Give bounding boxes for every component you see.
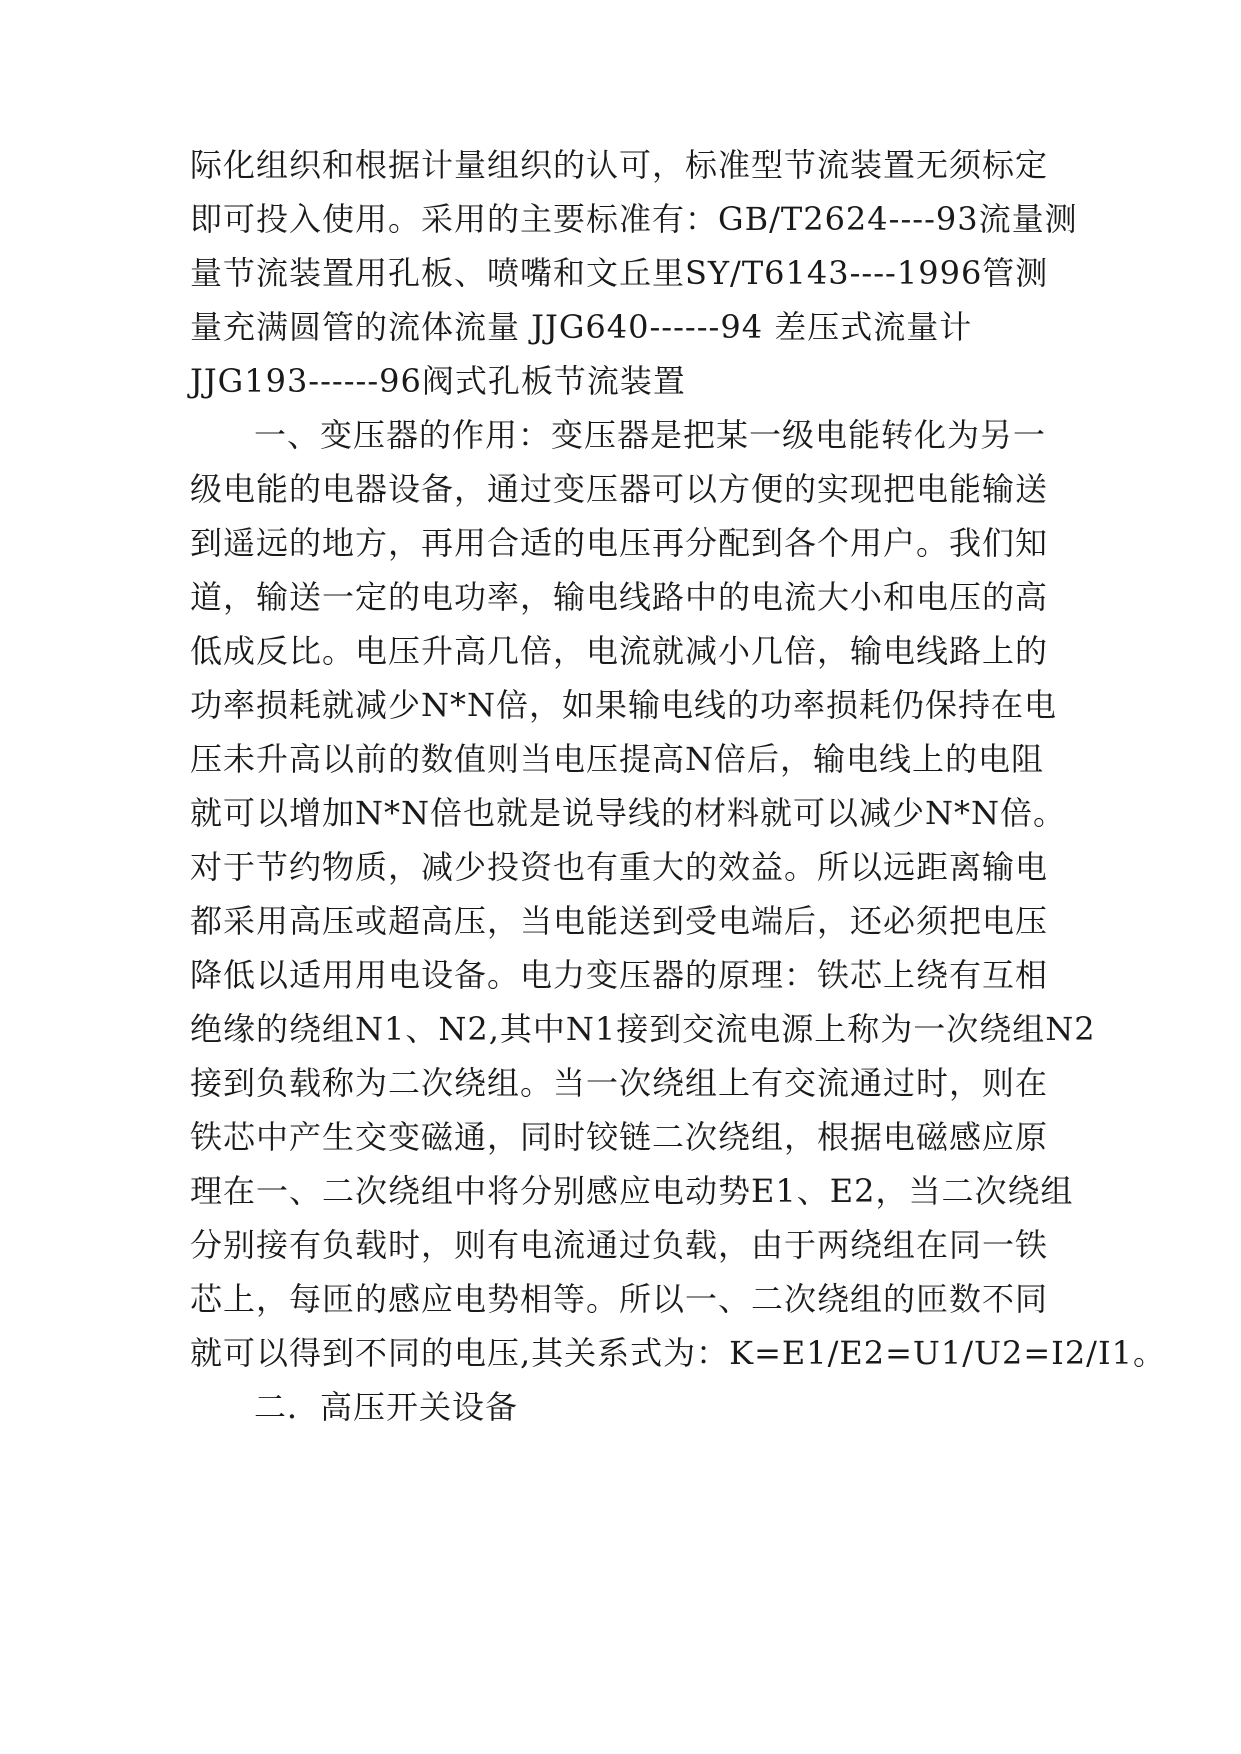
- section-one-heading-line: 一、变压器的作用：变压器是把某一级电能转化为另一: [254, 416, 1047, 454]
- text-line-19: 铁芯中产生交变磁通，同时铰链二次绕组，根据电磁感应原: [190, 1118, 1049, 1156]
- text-line-11: 功率损耗就减少N*N倍，如果输电线的功率损耗仍保持在电: [190, 686, 1058, 724]
- text-line-9: 道，输送一定的电功率，输电线路中的电流大小和电压的高: [190, 578, 1049, 616]
- text-line-20: 理在一、二次绕组中将分别感应电动势E1、E2，当二次绕组: [190, 1172, 1074, 1210]
- text-line-7: 级电能的电器设备，通过变压器可以方便的实现把电能输送: [190, 470, 1049, 508]
- text-line-15: 都采用高压或超高压，当电能送到受电端后，还必须把电压: [190, 902, 1049, 940]
- text-line-23: 就可以得到不同的电压,其关系式为：K=E1/E2=U1/U2=I2/I1。: [190, 1334, 1166, 1372]
- text-line-2: 即可投入使用。采用的主要标准有：GB/T2624----93流量测: [190, 200, 1078, 238]
- text-line-17: 绝缘的绕组N1、N2,其中N1接到交流电源上称为一次绕组N2: [190, 1010, 1096, 1048]
- text-line-21: 分别接有负载时，则有电流通过负载，由于两绕组在同一铁: [190, 1226, 1049, 1264]
- section-two-heading: 二．高压开关设备: [254, 1388, 519, 1426]
- text-line-8: 到遥远的地方，再用合适的电压再分配到各个用户。我们知: [190, 524, 1049, 562]
- text-line-13: 就可以增加N*N倍也就是说导线的材料就可以减少N*N倍。: [190, 794, 1067, 832]
- text-line-22: 芯上，每匝的感应电势相等。所以一、二次绕组的匝数不同: [190, 1280, 1049, 1318]
- text-line-1: 际化组织和根据计量组织的认可，标准型节流装置无须标定: [190, 146, 1049, 184]
- text-line-16: 降低以适用用电设备。电力变压器的原理：铁芯上绕有互相: [190, 956, 1049, 994]
- text-line-5: JJG193------96阀式孔板节流装置: [190, 362, 686, 400]
- text-line-10: 低成反比。电压升高几倍，电流就减小几倍，输电线路上的: [190, 632, 1049, 670]
- text-line-12: 压未升高以前的数值则当电压提高N倍后，输电线上的电阻: [190, 740, 1045, 778]
- text-line-3: 量节流装置用孔板、喷嘴和文丘里SY/T6143----1996管测: [190, 254, 1049, 292]
- text-line-18: 接到负载称为二次绕组。当一次绕组上有交流通过时，则在: [190, 1064, 1049, 1102]
- text-line-4: 量充满圆管的流体流量 JJG640------94 差压式流量计: [190, 308, 973, 346]
- text-line-14: 对于节约物质，减少投资也有重大的效益。所以远距离输电: [190, 848, 1049, 886]
